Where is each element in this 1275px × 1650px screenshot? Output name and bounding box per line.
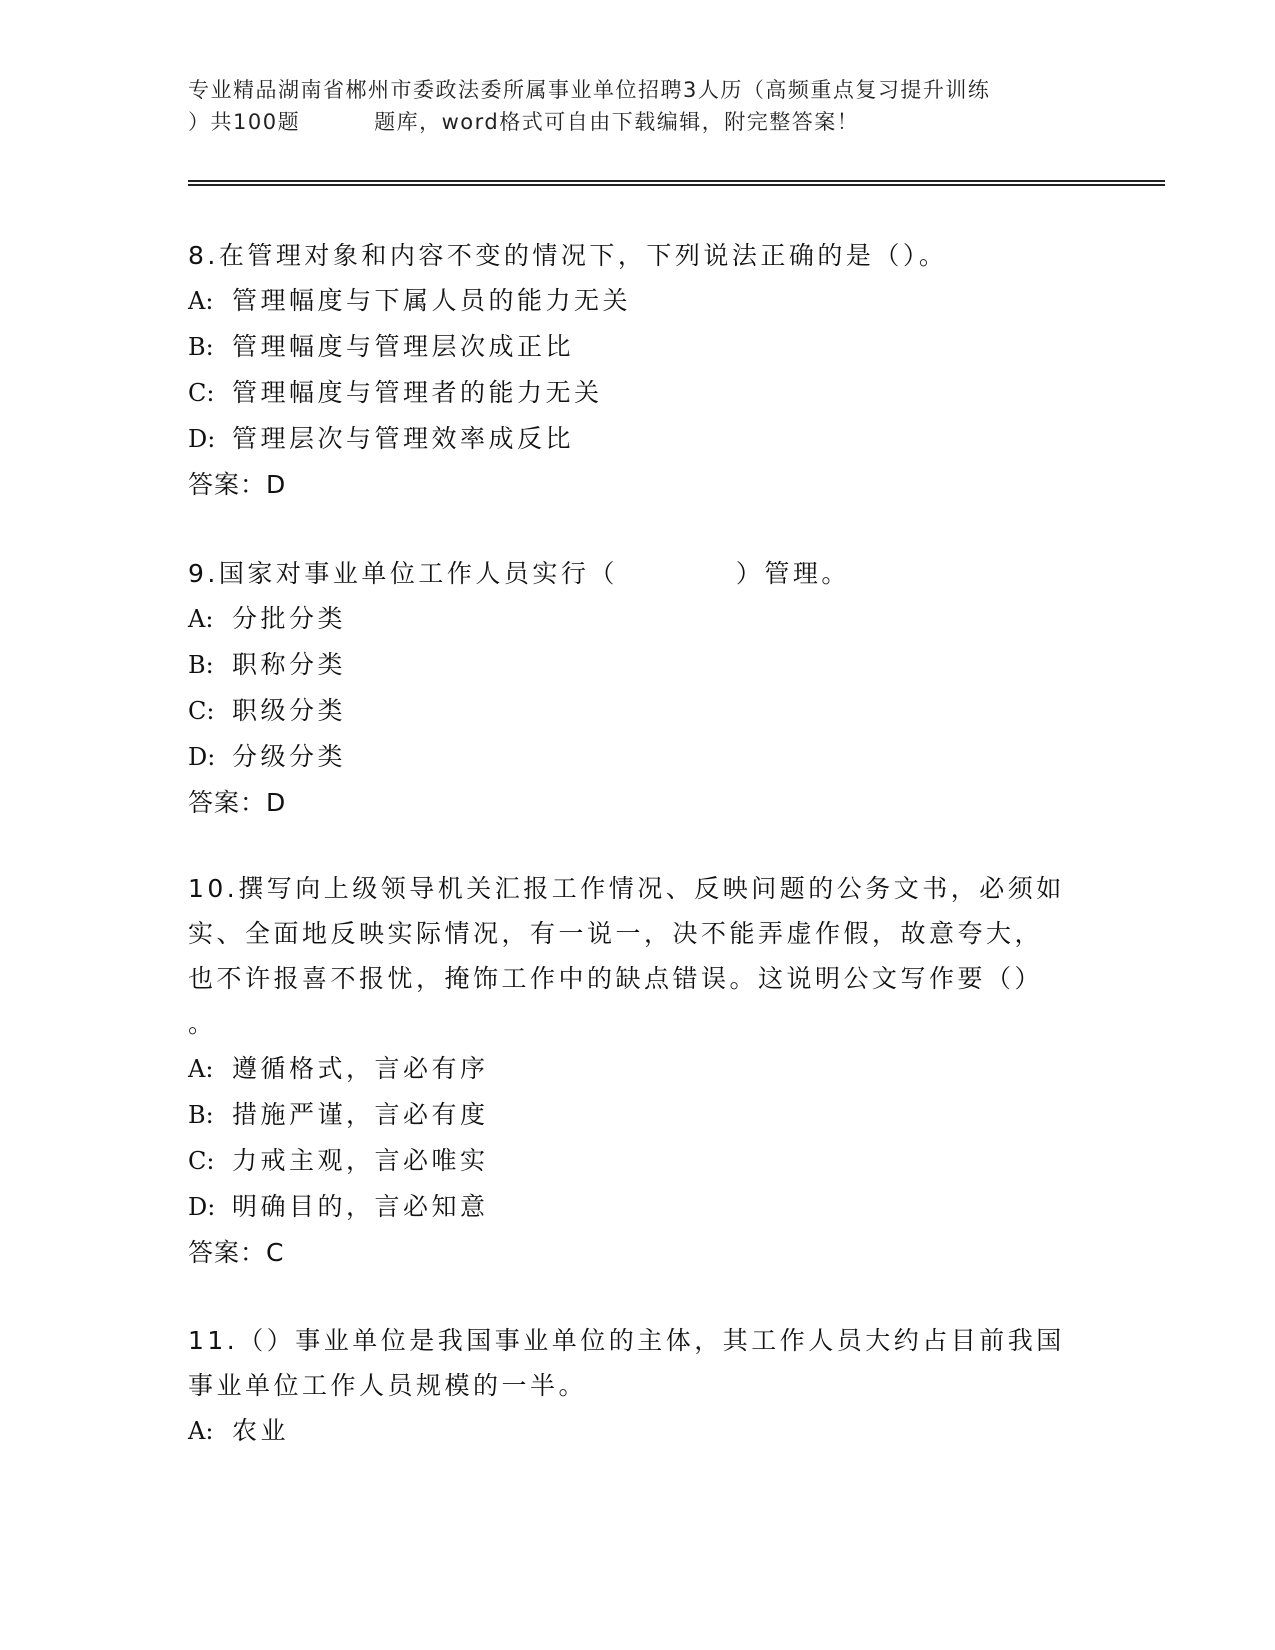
header-line-2 [188, 106, 1108, 138]
option-d [188, 1184, 1088, 1230]
option-letter: A: [188, 1417, 214, 1445]
header-line-2-left: ）共100题 [188, 110, 301, 134]
answer-label: 答案： [188, 1238, 267, 1267]
option-text: 遵循格式，言必有序 [232, 1054, 489, 1083]
option-letter: C: [188, 379, 215, 407]
option-text: 力戒主观，言必唯实 [232, 1146, 489, 1175]
option-d [188, 416, 1088, 462]
answer-value: D [266, 470, 287, 499]
option-letter: C: [188, 697, 215, 725]
question-stem-line: 也不许报喜不报忧，掩饰工作中的缺点错误。这说明公文写作要（） [188, 964, 1044, 993]
question-stem-line: 实、全面地反映实际情况，有一说一，决不能弄虚作假，故意夸大， [188, 919, 1044, 948]
option-d [188, 734, 1088, 780]
option-letter: D: [188, 425, 216, 453]
option-b [188, 1092, 1088, 1138]
option-letter: D: [188, 743, 216, 771]
answer-line [188, 1230, 1088, 1275]
option-b [188, 642, 1088, 688]
option-text: 管理幅度与管理层次成正比 [232, 332, 575, 361]
question-8 [188, 233, 1088, 507]
question-stem-line: 10.撰写向上级领导机关汇报工作情况、反映问题的公务文书，必须如 [188, 874, 1065, 903]
header-rule-top [188, 180, 1165, 182]
option-text: 措施严谨，言必有度 [232, 1100, 489, 1129]
option-text: 职称分类 [232, 650, 347, 679]
option-b [188, 324, 1088, 370]
option-text: 分批分类 [232, 604, 347, 633]
option-letter: A: [188, 1055, 214, 1083]
answer-label: 答案： [188, 788, 267, 817]
option-letter: B: [188, 333, 214, 361]
option-a [188, 596, 1088, 642]
question-9 [188, 551, 1088, 825]
option-text: 农业 [232, 1416, 290, 1445]
option-letter: A: [188, 287, 214, 315]
option-a [188, 1046, 1088, 1092]
header-line-2-right: 题库，word格式可自由下载编辑，附完整答案！ [374, 110, 860, 134]
answer-label: 答案： [188, 470, 267, 499]
option-text: 管理层次与管理效率成反比 [232, 424, 575, 453]
option-letter: A: [188, 605, 214, 633]
question-11 [188, 1318, 1088, 1454]
option-letter: C: [188, 1147, 215, 1175]
option-a [188, 1408, 1088, 1454]
option-c [188, 370, 1088, 416]
question-stem: 8.在管理对象和内容不变的情况下，下列说法正确的是（）。 [188, 241, 948, 270]
answer-value: C [266, 1238, 285, 1267]
option-text: 分级分类 [232, 742, 347, 771]
header-rule-bottom [188, 184, 1165, 186]
document-header [188, 74, 1108, 138]
option-letter: D: [188, 1193, 216, 1221]
option-c [188, 1138, 1088, 1184]
option-text: 明确目的，言必知意 [232, 1192, 489, 1221]
answer-line [188, 462, 1088, 507]
question-stem [188, 551, 1088, 596]
option-text: 管理幅度与下属人员的能力无关 [232, 286, 632, 315]
option-c [188, 688, 1088, 734]
option-a [188, 278, 1088, 324]
option-letter: B: [188, 1101, 214, 1129]
answer-value: D [266, 788, 287, 817]
header-line-1: 专业精品湖南省郴州市委政法委所属事业单位招聘3人历（高频重点复习提升训练 [188, 78, 991, 102]
question-stem-line: 。 [188, 1009, 217, 1038]
answer-line [188, 780, 1088, 825]
question-stem-after: ）管理。 [735, 559, 850, 588]
option-text: 管理幅度与管理者的能力无关 [232, 378, 603, 407]
question-stem-before: 9.国家对事业单位工作人员实行（ [188, 559, 618, 588]
question-stem-line: 事业单位工作人员规模的一半。 [188, 1371, 588, 1400]
option-text: 职级分类 [232, 696, 347, 725]
question-10 [188, 866, 1088, 1275]
question-stem-line: 11.（）事业单位是我国事业单位的主体，其工作人员大约占目前我国 [188, 1326, 1065, 1355]
option-letter: B: [188, 651, 214, 679]
